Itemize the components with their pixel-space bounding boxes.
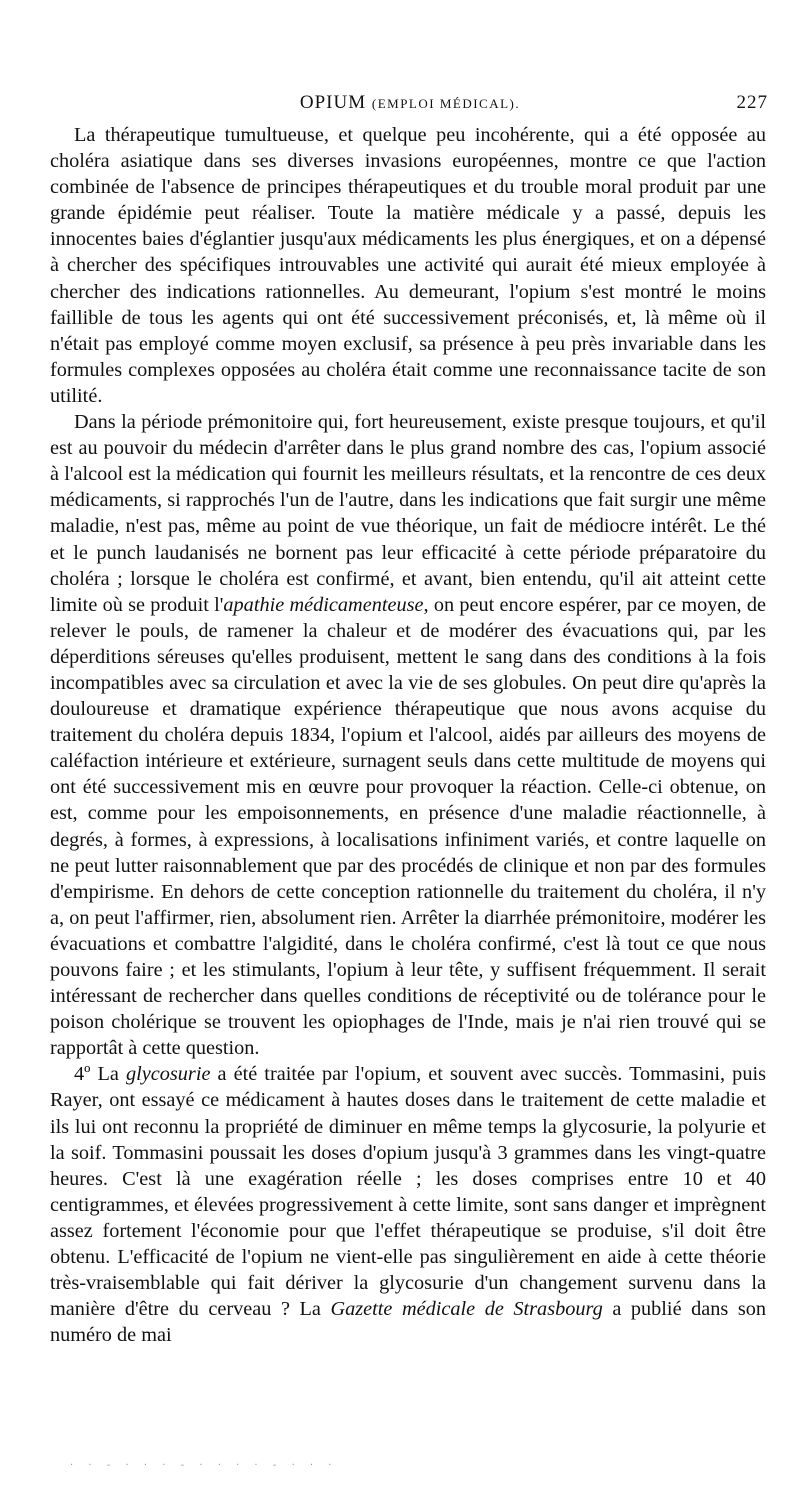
paragraph-text: , on peut encore espérer, par ce moyen, de relever le pouls, de ramener la chaleur et de modérer des évacuations qui, par les déperditions séreuses qu'elles produisent, mettent le sang dans des conditions à la fois incompatibles avec sa circulation et avec la vie de ses globules. On peut dire qu'après la douloureuse et dramatique expérience thérapeutique que nous avons acquise du traitement du choléra depuis 1834, l'opium et l'alcool, aidés par ailleurs des moyens de caléfaction intérieure et extérieure, surnagent seuls dans cette multitude de moyens qui ont été successivement mis en œuvre pour provoquer la réaction. Celle-ci obtenue, on est, comme pour les empoisonnements, en présence d'une maladie réactionnelle, à degrés, à formes, à expressions, à localisations infiniment variés, et contre laquelle on ne peut lutter raisonnablement que par des procédés de clinique et non par des formules d'empirisme. En dehors de cette conception rationnelle du traitement du choléra, il n'y a, on peut l'affirmer, rien, absolument rien. Arrêter la diarrhée prémonitoire, modérer les évacuations et combattre l'algidité, dans le choléra confirmé, c'est là tout ce que nous pouvons faire ; et les stimulants, l'opium à leur tête, y suffisent fréquemment. Il serait intéressant de rechercher dans quelles conditions de réceptivité ou de tolérance pour le poison cholérique se trouvent les opiophages de l'Inde, mais je n'ai rien trouvé qui se rapportât à cette question. — [50, 593, 766, 1060]
italic-term: apathie médicamenteuse — [223, 593, 424, 616]
paragraph-text: a publié dans son numéro de mai — [50, 1298, 767, 1347]
running-title-main: OPIUM — [299, 92, 367, 113]
running-title — [52, 92, 768, 114]
running-title-subtitle: (EMPLOI MÉDICAL). — [371, 96, 521, 111]
italic-term: glycosurie — [125, 1063, 211, 1086]
scan-specks: · · - · · · - · · · · - · · · — [70, 1460, 338, 1471]
body-text — [50, 122, 766, 1348]
paragraph-cholera-therapeutics — [50, 122, 766, 409]
running-head — [52, 92, 768, 116]
journal-title: Gazette médicale de Strasbourg — [330, 1298, 603, 1321]
paragraph-premonitory-period — [50, 409, 766, 1061]
page-number: 227 — [736, 92, 768, 113]
paragraph-text: Dans la période prémonitoire qui, fort heureusement, existe presque toujours, et qu'il est au pouvoir du médecin d'arrêter dans le plus grand nombre des cas, l'opium associé à l'alcool est la médication qui fournit les meilleurs résultats, et la rencontre de ces deux médicaments, si rapprochés l'un de l'autre, dans les indications que fait surgir une même maladie, n'est pas, même au point de vue théorique, un fait de médiocre intérêt. Le thé et le punch laudanisés ne bornent pas leur efficacité à cette période préparatoire du choléra ; lorsque le choléra est confirmé, et avant, bien entendu, qu'il ait atteint cette limite où se produit l' — [50, 411, 766, 616]
paragraph-glycosurie — [50, 1061, 766, 1348]
paragraph-text: 4º La — [74, 1063, 126, 1086]
paragraph-text: a été traitée par l'opium, et souvent avec succès. Tommasini, puis Rayer, ont essayé ce médicament à hautes doses dans le traitement de cette maladie et ils lui ont reconnu la propriété de diminuer en même temps la glycosurie, la polyurie et la soif. Tommasini poussait les doses d'opium jusqu'à 3 grammes dans les vingt-quatre heures. C'est là une exagération réelle ; les doses comprises entre 10 et 40 centigrammes, et élevées progressivement à cette limite, sont sans danger et imprègnent assez fortement l'économie pour que l'effet thérapeutique se produise, s'il doit être obtenu. L'efficacité de l'opium ne vient-elle pas singulièrement en aide à cette théorie très-vraisemblable qui fait dériver la glycosurie d'un changement survenu dans la manière d'être du cerveau ? La — [50, 1063, 766, 1321]
paragraph-text: La thérapeutique tumultueuse, et quelque peu incohérente, qui a été opposée au choléra asiatique dans ses diverses invasions européennes, montre ce que l'action combinée de l'absence de principes thérapeutiques et du trouble moral produit par une grande épidémie peut réaliser. Toute la matière médicale y a passé, depuis les innocentes baies d'églantier jusqu'aux médicaments les plus énergiques, et on a dépensé à chercher des spécifiques introuvables une activité qui aurait été mieux employée à chercher des indications rationnelles. Au demeurant, l'opium s'est montré le moins faillible de tous les agents qui ont été successivement préconisés, et, là même où il n'était pas employé comme moyen exclusif, sa présence à peu près invariable dans les formules complexes opposées au choléra était comme une reconnaissance tacite de son utilité. — [50, 124, 766, 407]
